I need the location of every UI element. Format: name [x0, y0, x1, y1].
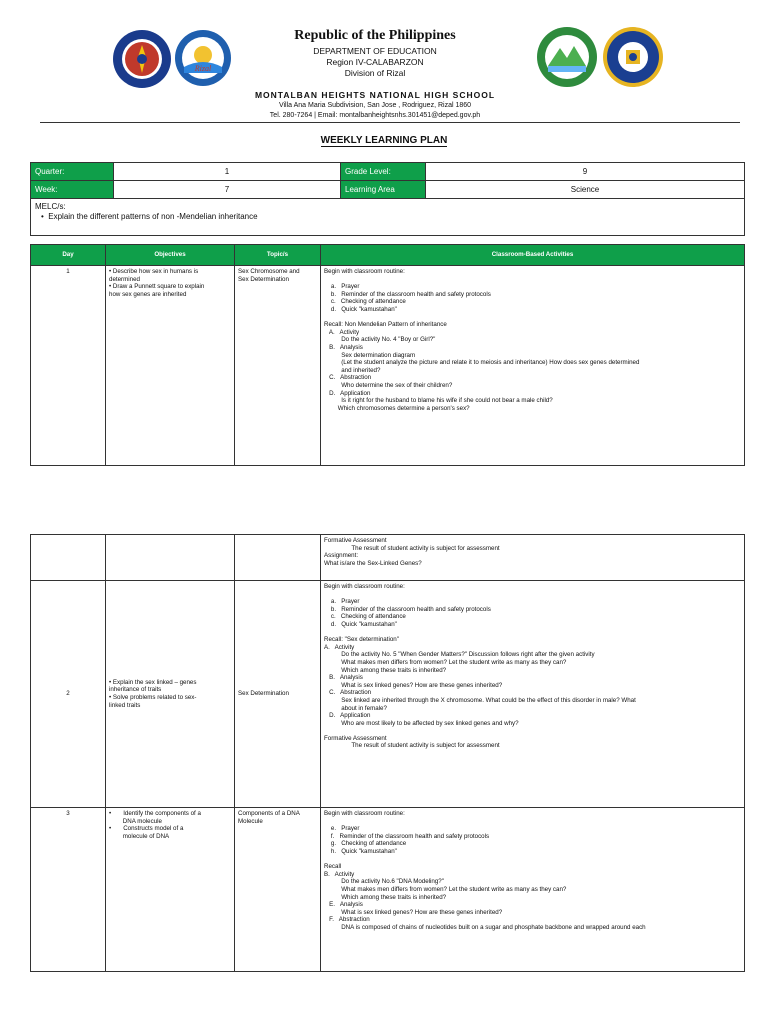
text-line [324, 727, 741, 735]
activities-cell [321, 266, 745, 466]
text-line: and inherited? [324, 366, 381, 374]
text-line: Sex Chromosome and [238, 268, 300, 275]
text-line [324, 314, 741, 322]
day-cell [31, 535, 106, 581]
objectives-cell [106, 535, 235, 581]
text-line: B. Activity [324, 870, 355, 878]
text-line: (Let the student analyze the picture and relate it to meiosis and inheritance) How does sex genes determined [324, 359, 640, 367]
week-label: Week: [31, 181, 114, 199]
text-line: D. Application [324, 712, 371, 720]
plan-table-2 [30, 534, 745, 972]
text-line: B. Analysis [324, 674, 363, 682]
text-line: Who determine the sex of their children? [324, 381, 453, 389]
text-line: a. Prayer [324, 283, 360, 291]
objectives-cell [106, 808, 235, 972]
page-title: WEEKLY LEARNING PLAN [320, 135, 448, 146]
republic-title: Republic of the Philippines [294, 28, 456, 43]
text-line: Sex Determination [238, 690, 289, 698]
text-line: c. Checking of attendance [324, 613, 406, 621]
melcs-cell [31, 199, 745, 236]
text-line: Is it right for the husband to blame his wife if she could not bear a male child? [324, 397, 553, 405]
school-seal-logo [602, 26, 664, 88]
text-line [324, 591, 741, 599]
text-line: Sex determination diagram [324, 351, 416, 359]
topic-cell [235, 266, 321, 466]
text-line: What is sex linked genes? How are these genes inherited? [324, 681, 503, 689]
text-line: inheritance of traits [109, 686, 162, 694]
text-line: DNA molecule [109, 817, 162, 825]
text-line: linked traits [109, 701, 141, 709]
text-line: What is/are the Sex-Linked Genes? [324, 559, 422, 567]
text-line: c. Checking of attendance [324, 298, 406, 306]
text-line: e. Prayer [324, 825, 360, 833]
text-line: • Identify the components of a [109, 810, 201, 817]
text-line: Formative Assessment [324, 537, 387, 544]
text-line [324, 856, 741, 864]
text-line: b. Reminder of the classroom health and safety protocols [324, 290, 491, 298]
quarter-value: 1 [114, 163, 341, 181]
text-line: d. Quick "kamustahan" [324, 305, 397, 313]
text-line: • Constructs model of a [109, 825, 184, 833]
text-line: • Explain the sex linked – genes [109, 678, 197, 686]
week-value: 7 [114, 181, 341, 199]
text-line: • Draw a Punnett square to explain [109, 283, 205, 291]
col-day: Day [31, 245, 106, 266]
text-line: g. Checking of attendance [324, 840, 407, 848]
text-line: about in female? [324, 704, 387, 712]
text-line: Do the activity No. 5 "When Gender Matters?" Discussion follows right after the given activity [324, 651, 595, 659]
header-divider [40, 122, 740, 123]
text-line: B. Analysis [324, 343, 363, 351]
text-line [324, 276, 741, 284]
region-name: Region IV-CALABARZON [326, 57, 424, 67]
division-name: Division of Rizal [344, 68, 406, 78]
grade-label: Grade Level: [341, 163, 426, 181]
text-line: Begin with classroom routine: [324, 583, 405, 590]
objectives-cell [106, 581, 235, 808]
day-cell: 2 [31, 581, 106, 808]
text-line: Recall [324, 863, 342, 871]
text-line: E. Analysis [324, 901, 363, 909]
table-row [31, 266, 745, 466]
text-line: Which chromosomes determine a person's sex? [324, 404, 470, 412]
text-line: DNA is composed of chains of nucleotides built on a sugar and phosphate backbone and wrapped around each [324, 923, 646, 931]
text-line: • Describe how sex in humans is [109, 268, 199, 275]
text-line: F. Abstraction [324, 916, 370, 924]
text-line: Begin with classroom routine: [324, 810, 405, 817]
text-line: D. Application [324, 389, 371, 397]
area-label: Learning Area [341, 181, 426, 199]
text-line: Sex linked are inherited through the X chromosome. What could be the effect of this disorder in male? What [324, 696, 636, 704]
topic-cell [235, 808, 321, 972]
text-line [324, 629, 741, 637]
text-line: Do the activity No.6 "DNA Modeling?" [324, 878, 444, 886]
department-name: DEPARTMENT OF EDUCATION [313, 46, 437, 56]
table-row [31, 808, 745, 972]
melcs-bullet: • [41, 212, 49, 221]
melcs-item: Explain the different patterns of non -Mendelian inheritance [48, 212, 258, 221]
text-line: a. Prayer [324, 598, 360, 606]
area-value: Science [426, 181, 745, 199]
col-topics: Topic/s [235, 245, 321, 266]
text-line: A. Activity [324, 643, 355, 651]
text-line: Molecule [238, 817, 263, 825]
text-line: The result of student activity is subject for assessment [324, 544, 500, 552]
activities-cell [321, 581, 745, 808]
text-line: • Solve problems related to sex- [109, 694, 197, 701]
activities-cell [321, 535, 745, 581]
plan-table-1 [30, 244, 745, 466]
day-cell: 1 [31, 266, 106, 466]
text-line: Which among these traits is inherited? [324, 666, 447, 674]
info-table [30, 162, 745, 236]
text-line: C. Abstraction [324, 689, 372, 697]
topic-cell [235, 581, 321, 808]
text-line: Recall: "Sex determination" [324, 636, 399, 644]
school-contact: Tel. 280-7264 | Email: montalbanheightsnhs.301451@deped.gov.ph [269, 112, 481, 119]
melcs-label: MELC/s: [35, 202, 66, 211]
text-line: A. Activity [324, 328, 360, 336]
text-line: molecule of DNA [109, 832, 170, 840]
quarter-label: Quarter: [31, 163, 114, 181]
table-row [31, 581, 745, 808]
text-line: h. Quick "kamustahan" [324, 847, 397, 855]
objectives-cell [106, 266, 235, 466]
school-address: Villa Ana Maria Subdivision, San Jose , Rodriguez, Rizal 1860 [278, 102, 472, 109]
text-line: C. Abstraction [324, 374, 372, 382]
text-line: What is sex linked genes? How are these genes inherited? [324, 908, 503, 916]
activities-cell [321, 808, 745, 972]
rodriguez-seal-logo [536, 26, 598, 88]
text-line: determined [109, 275, 140, 283]
text-line: Formative Assessment [324, 734, 387, 742]
deped-seal-logo [112, 29, 172, 89]
text-line: Which among these traits is inherited? [324, 893, 447, 901]
text-line: Assignment: [324, 552, 359, 560]
text-line: The result of student activity is subject for assessment [324, 742, 500, 750]
text-line: Recall: Non Mendelian Pattern of inheritance [324, 321, 447, 329]
col-objectives: Objectives [106, 245, 235, 266]
text-line: Begin with classroom routine: [324, 268, 405, 275]
svg-text:Rizal: Rizal [194, 64, 212, 73]
text-line: f. Reminder of the classroom health and safety protocols [324, 832, 490, 840]
text-line: Do the activity No. 4 "Boy or Girl?" [324, 336, 436, 344]
school-name: MONTALBAN HEIGHTS NATIONAL HIGH SCHOOL [254, 90, 496, 100]
rizal-seal-logo [174, 29, 232, 87]
text-line: how sex genes are inherited [109, 290, 187, 298]
col-activities: Classroom-Based Activities [321, 245, 745, 266]
text-line: What makes men differs from women? Let the student write as many as they can? [324, 885, 567, 893]
grade-value: 9 [426, 163, 745, 181]
table-row [31, 535, 745, 581]
text-line: b. Reminder of the classroom health and safety protocols [324, 605, 491, 613]
text-line: Sex Determination [238, 275, 289, 283]
text-line [324, 818, 741, 826]
text-line: Components of a DNA [238, 810, 300, 817]
day-cell: 3 [31, 808, 106, 972]
topic-cell [235, 535, 321, 581]
text-line: Who are most likely to be affected by sex linked genes and why? [324, 719, 519, 727]
text-line: d. Quick "kamustahan" [324, 620, 397, 628]
text-line: What makes men differs from women? Let the student write as many as they can? [324, 658, 567, 666]
